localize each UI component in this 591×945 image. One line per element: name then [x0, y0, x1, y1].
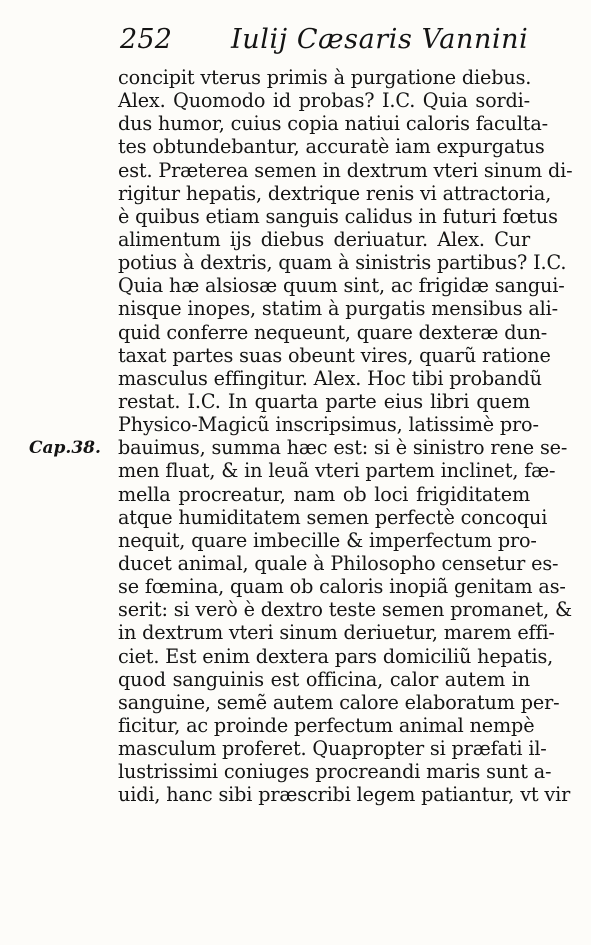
text-line: bauimus, summa hæc est: si è sinistro rene se- [118, 436, 568, 460]
page-header [118, 18, 538, 58]
text-line: quod sanguinis est officina, calor autem in [118, 667, 530, 691]
text-line: sanguine, semẽ autem calore elaboratum per- [118, 690, 560, 714]
text-line: Quia hæ alsiosæ quum sint, ac frigidæ sangui- [118, 274, 565, 298]
body-text [118, 66, 573, 807]
text-line: Physico-Magicũ inscripsimus, latissimè pro- [118, 413, 539, 437]
text-line: men fluat, & in leuã vteri partem inclinet, fæ- [118, 459, 556, 483]
text-line: rigitur hepatis, dextrique renis vi attractoria, [118, 181, 552, 205]
marginal-note: Cap.38. [29, 438, 101, 458]
page-number: 252 [120, 24, 173, 55]
text-line: tes obtundebantur, accuratè iam expurgatus [118, 135, 545, 159]
text-line: nequit, quare imbecille & imperfectum pro- [118, 528, 537, 552]
text-line: potius à dextris, quam à sinistris partibus? I.C. [118, 251, 567, 275]
text-line: è quibus etiam sanguis calidus in futuri fœtus [118, 204, 558, 228]
text-line: uidi, hanc sibi præscribi legem patiantur, vt vir [118, 783, 571, 807]
text-line: Alex. Quomodo id probas? I.C. Quia sordi- [118, 89, 530, 113]
text-line: ducet animal, quale à Philosopho censetur es- [118, 551, 559, 575]
text-line: lustrissimi coniuges procreandi maris sunt a- [118, 760, 552, 784]
text-line: dus humor, cuius copia natiui caloris faculta- [118, 112, 548, 136]
text-line: masculus effingitur. Alex. Hoc tibi probandũ [118, 366, 542, 390]
text-line: in dextrum vteri sinum deriuetur, marem effi- [118, 621, 555, 645]
text-line: serit: si verò è dextro teste semen promanet, & [118, 598, 572, 622]
text-line: nisque inopes, statim à purgatis mensibus ali- [118, 297, 558, 321]
text-line: masculum proferet. Quapropter si præfati il- [118, 737, 547, 761]
text-line: alimentum ijs diebus deriuatur. Alex. Cur [118, 227, 530, 251]
text-line: mella procreatur, nam ob loci frigiditatem [118, 482, 530, 506]
text-line: concipit vterus primis à purgatione diebus. [118, 66, 532, 89]
text-line: taxat partes suas obeunt vires, quarũ ratione [118, 343, 551, 367]
text-line: ciet. Est enim dextera pars domiciliũ hepatis, [118, 644, 554, 668]
running-head: Iulij Cæsaris Vannini [231, 24, 529, 55]
text-line: atque humiditatem semen perfectè concoqui [118, 505, 548, 529]
text-line: se fœmina, quam ob caloris inopiã genitam as- [118, 575, 566, 599]
text-line: ficitur, ac proinde perfectum animal nempè [118, 713, 535, 737]
text-line: restat. I.C. In quarta parte eius libri quem [118, 389, 530, 413]
text-line: est. Præterea semen in dextrum vteri sinum di- [118, 158, 573, 182]
text-line: quid conferre nequeunt, quare dexteræ dun- [118, 320, 548, 344]
